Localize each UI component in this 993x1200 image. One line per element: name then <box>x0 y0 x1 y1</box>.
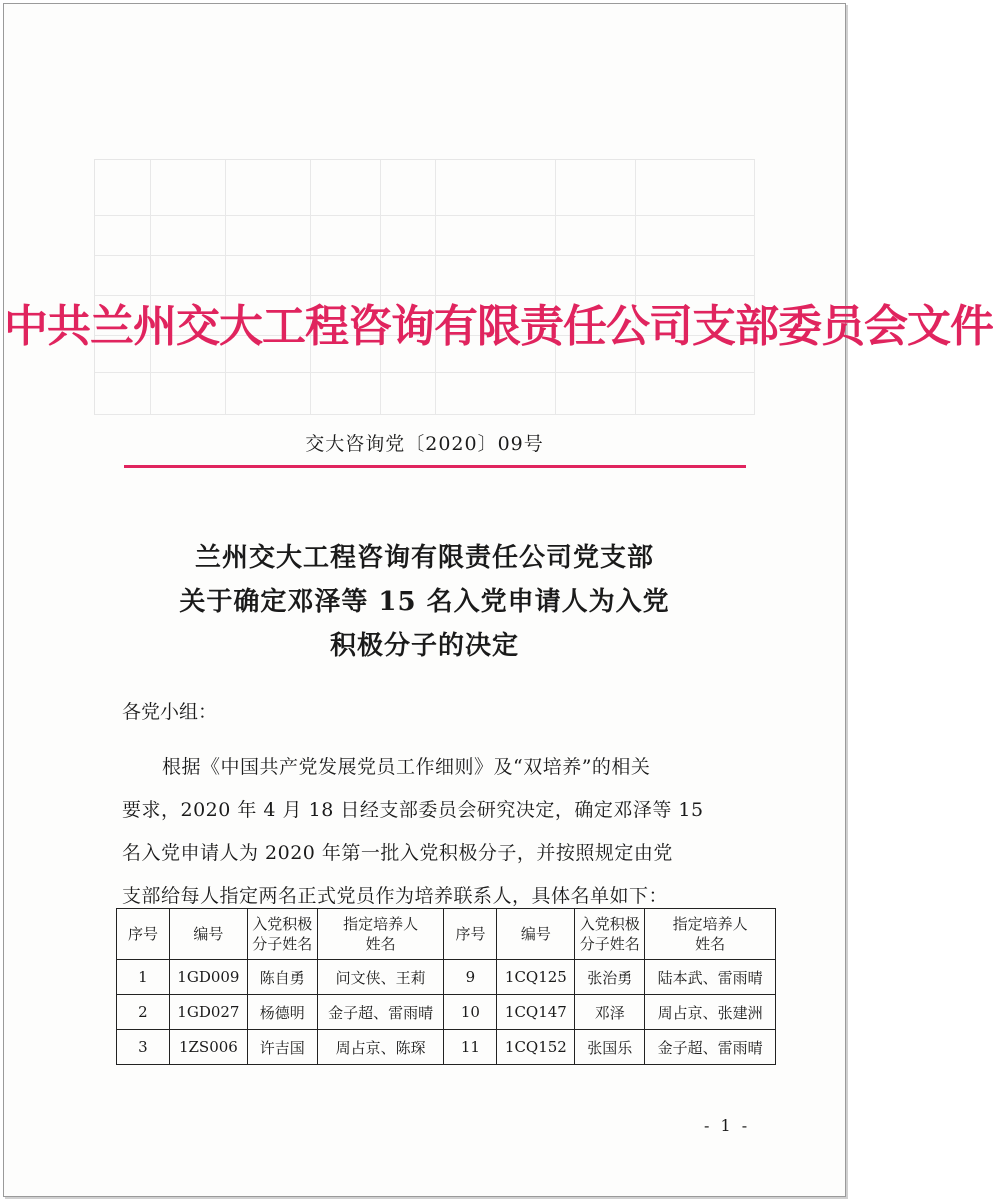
column-header: 入党积极 分子姓名 <box>575 909 645 960</box>
title-line-1: 兰州交大工程咨询有限责任公司党支部 <box>194 543 654 573</box>
table-cell: 1GD009 <box>169 960 247 995</box>
bleed-through-table <box>94 159 755 415</box>
table-cell: 1CQ147 <box>497 995 575 1030</box>
title-line-2: 关于确定邓泽等 15 名入党申请人为入党 <box>179 587 670 617</box>
table-cell: 10 <box>444 995 497 1030</box>
table-row <box>117 960 776 995</box>
activist-roster-table <box>116 908 776 1065</box>
document-number: 交大咨询党〔2020〕09号 <box>305 433 544 455</box>
table-cell: 9 <box>444 960 497 995</box>
column-header: 编号 <box>169 909 247 960</box>
table-cell: 邓泽 <box>575 995 645 1030</box>
column-header: 指定培养人 姓名 <box>317 909 444 960</box>
table-cell: 1GD027 <box>169 995 247 1030</box>
table-cell: 金子超、雷雨晴 <box>317 995 444 1030</box>
table-cell: 2 <box>117 995 170 1030</box>
table-cell: 许吉国 <box>247 1030 317 1065</box>
body-paragraph-line: 名入党申请人为 2020 年第一批入党积极分子，并按照规定由党 <box>122 842 673 864</box>
header-divider <box>124 465 746 468</box>
table-cell: 周占京、张建洲 <box>645 995 776 1030</box>
header-organization-title: 中共兰州交大工程咨询有限责任公司支部委员会文件 <box>4 301 993 352</box>
table-cell: 金子超、雷雨晴 <box>645 1030 776 1065</box>
table-cell: 张治勇 <box>575 960 645 995</box>
column-header: 序号 <box>117 909 170 960</box>
column-header: 指定培养人 姓名 <box>645 909 776 960</box>
table-cell: 张国乐 <box>575 1030 645 1065</box>
column-header: 入党积极 分子姓名 <box>247 909 317 960</box>
column-header: 编号 <box>497 909 575 960</box>
body-paragraph-line: 要求，2020 年 4 月 18 日经支部委员会研究决定，确定邓泽等 15 <box>122 799 704 821</box>
document-page <box>3 3 993 1197</box>
table-cell: 11 <box>444 1030 497 1065</box>
column-header: 序号 <box>444 909 497 960</box>
table-cell: 杨德明 <box>247 995 317 1030</box>
salutation: 各党小组： <box>122 701 218 723</box>
table-cell: 陈自勇 <box>247 960 317 995</box>
table-cell: 周占京、陈琛 <box>317 1030 444 1065</box>
table-cell: 陆本武、雷雨晴 <box>645 960 776 995</box>
table-row <box>117 995 776 1030</box>
table-header-row <box>117 909 776 960</box>
body-paragraph-line: 支部给每人指定两名正式党员作为培养联系人，具体名单如下： <box>122 885 669 907</box>
title-line-3: 积极分子的决定 <box>329 631 519 661</box>
table-cell: 1CQ125 <box>497 960 575 995</box>
table-row <box>117 1030 776 1065</box>
table-cell: 3 <box>117 1030 170 1065</box>
table-cell: 问文侠、王莉 <box>317 960 444 995</box>
table-cell: 1ZS006 <box>169 1030 247 1065</box>
body-paragraph-line: 根据《中国共产党发展党员工作细则》及“双培养”的相关 <box>162 756 651 778</box>
table-cell: 1 <box>117 960 170 995</box>
table-cell: 1CQ152 <box>497 1030 575 1065</box>
page-number: - 1 - <box>704 1116 751 1135</box>
